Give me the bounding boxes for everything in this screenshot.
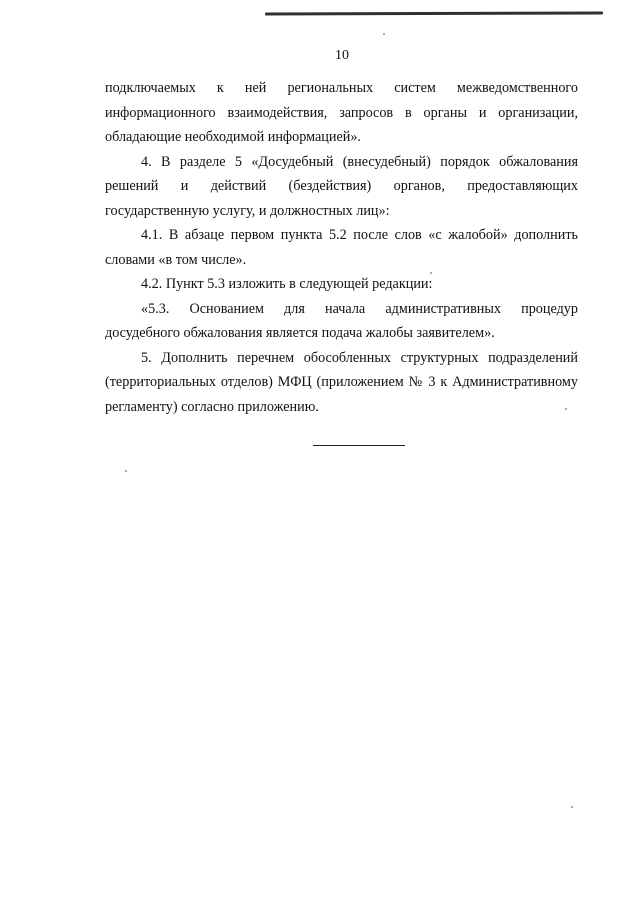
scan-speck <box>383 33 385 35</box>
text-line: 4.2. Пункт 5.3 изложить в следующей редакции: <box>141 276 433 292</box>
text-line: государственную услугу, и должностных лиц»: <box>105 202 390 219</box>
text-line: решений и действий (бездействия) органов, предоставляющих <box>105 178 578 194</box>
scan-speck <box>571 806 573 808</box>
text-line: 5. Дополнить перечнем обособленных структурных подразделений <box>141 349 578 366</box>
scan-speck <box>430 272 432 274</box>
paragraph-item-4-1 <box>105 223 578 272</box>
text-line: 4.1. В абзаце первом пункта 5.2 после слов «с жалобой» дополнить <box>141 227 578 243</box>
scan-speck <box>565 408 567 410</box>
text-line: «5.3. Основанием для начала административных процедур <box>141 300 578 317</box>
paragraph-item-5 <box>105 346 578 420</box>
page-number-text: 10 <box>335 48 349 63</box>
text-line: подключаемых к ней региональных систем межведомственного <box>105 80 578 96</box>
text-line: 4. В разделе 5 «Досудебный (внесудебный) порядок обжалования <box>141 153 578 170</box>
text-line: регламенту) согласно приложению. <box>105 398 319 415</box>
paragraph-item-4 <box>105 150 578 224</box>
text-line: обладающие необходимой информацией». <box>105 129 361 145</box>
document-body <box>105 76 578 419</box>
text-line: словами «в том числе». <box>105 251 247 268</box>
scan-artifact-top-line <box>265 12 603 16</box>
paragraph-quote-5-3 <box>105 297 578 346</box>
text-line: (территориальных отделов) МФЦ (приложением № 3 к Административному <box>105 374 578 390</box>
paragraph-continuation <box>105 76 578 150</box>
text-line: информационного взаимодействия, запросов в органы и организации, <box>105 104 578 121</box>
page-number <box>0 48 640 64</box>
text-line: досудебного обжалования является подача жалобы заявителем». <box>105 325 495 341</box>
paragraph-item-4-2 <box>105 272 578 297</box>
scan-speck <box>125 470 127 472</box>
end-divider-line <box>313 445 405 446</box>
